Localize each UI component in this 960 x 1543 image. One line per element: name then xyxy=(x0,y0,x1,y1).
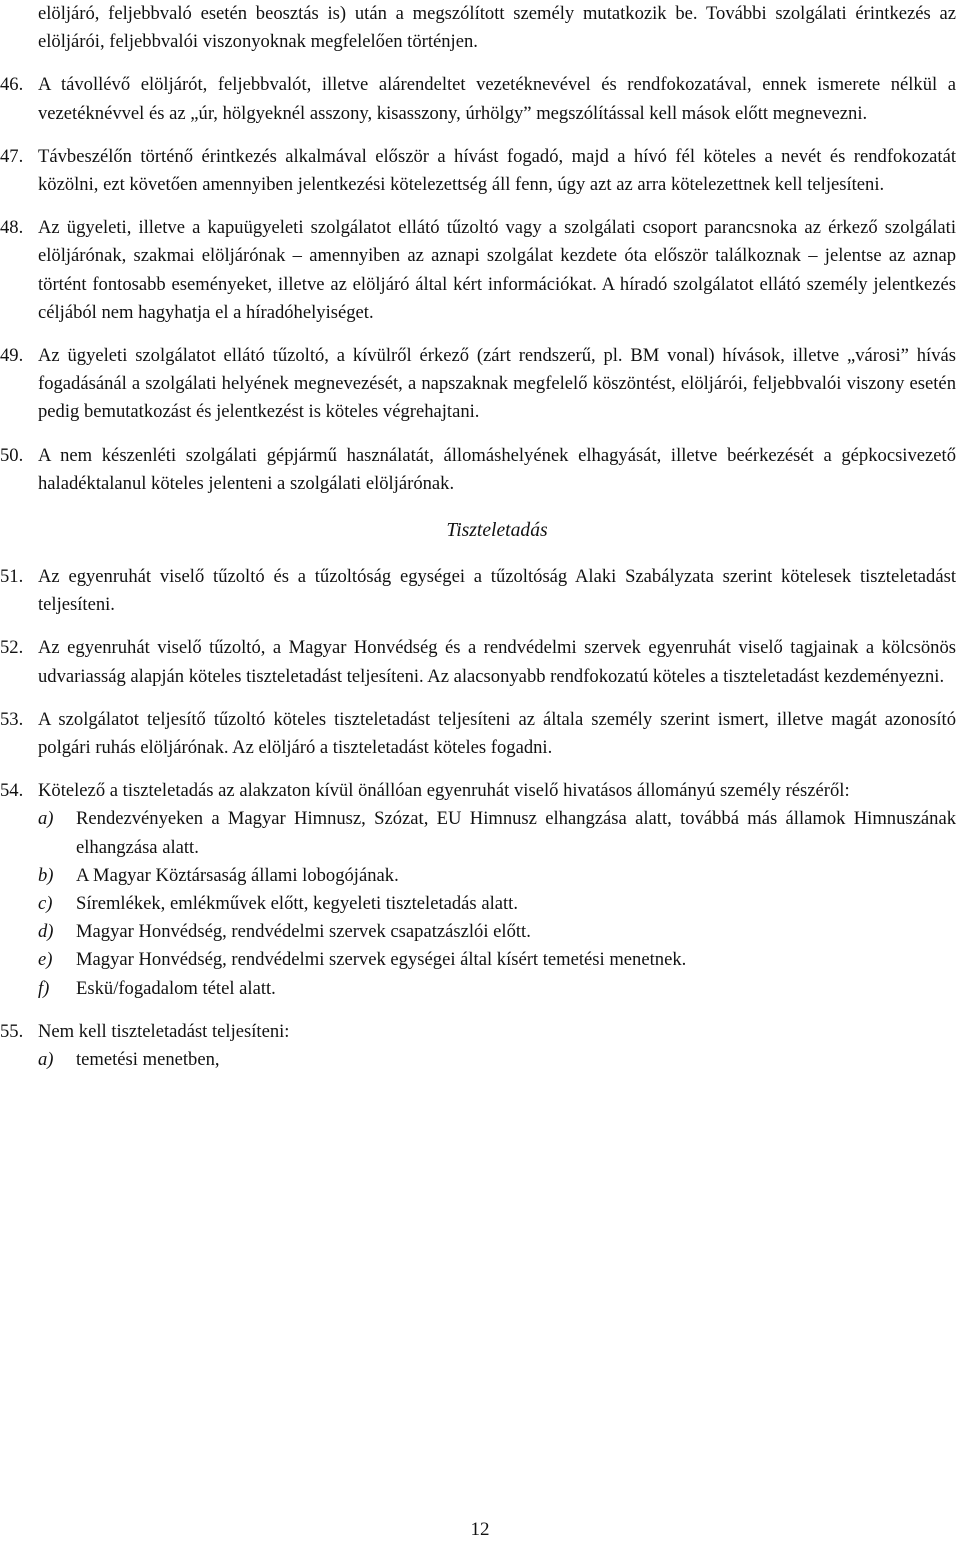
paragraph-number: 53. xyxy=(0,708,24,730)
paragraph-number: 50. xyxy=(0,444,24,466)
list-item-text: Síremlékek, emlékművek előtt, kegyeleti tiszteletadás alatt. xyxy=(76,893,518,915)
paragraph-number: 54. xyxy=(0,780,24,802)
paragraph-text: Távbeszélőn történő érintkezés alkalmával először a hívást fogadó, majd a hívó fél köteles a nevét és rendfokozatát közölni, ezt követően amennyiben jelentkezési kötelezettség áll fenn, úgy azt az arra kötelezettnek kell teljesíteni. xyxy=(38,145,956,196)
paragraph-number: 55. xyxy=(0,1020,24,1042)
paragraph-text: Kötelező a tiszteletadás az alakzaton kívül önállóan egyenruhát viselő hivatásos állományú személy részéről: xyxy=(38,780,850,802)
paragraph-46 xyxy=(0,71,956,127)
list-item-letter: e) xyxy=(38,949,53,971)
list-item-text: Magyar Honvédség, rendvédelmi szervek csapatzászlói előtt. xyxy=(76,921,531,943)
paragraph-number: 48. xyxy=(0,217,24,239)
paragraph-51 xyxy=(0,563,956,619)
list-item xyxy=(38,1046,956,1074)
paragraph-47 xyxy=(0,143,956,199)
sub-list xyxy=(38,805,956,1002)
paragraph-54 xyxy=(0,777,956,1003)
paragraph-number: 46. xyxy=(0,74,24,96)
paragraph-55 xyxy=(0,1018,956,1074)
paragraph-49 xyxy=(0,342,956,427)
paragraph-text: Az ügyeleti, illetve a kapuügyeleti szolgálatot ellátó tűzoltó vagy a szolgálati csoport parancsnoka az érkező szolgálati elöljárónak, szakmai elöljárónak – amennyiben az aznapi szolgálat kezdete óta először találkoznak – jelentse az aznap történt fontosabb eseményeket, illetve az elöljáró által kért információkat. A híradó szolgálatot ellátó személy jelentkezés céljából nem hagyhatja el a híradóhelyiséget. xyxy=(38,217,956,323)
list-item-text: Magyar Honvédség, rendvédelmi szervek egységei által kísért temetési menetnek. xyxy=(76,949,687,971)
list-item-text: temetési menetben, xyxy=(76,1049,220,1071)
list-item xyxy=(38,918,956,946)
list-item xyxy=(38,805,956,861)
paragraph-52 xyxy=(0,634,956,690)
list-item-letter: a) xyxy=(38,808,54,830)
list-item-text: Eskü/fogadalom tétel alatt. xyxy=(76,977,276,999)
sub-list xyxy=(38,1046,956,1074)
paragraph-number: 47. xyxy=(0,145,24,167)
paragraph-number: 49. xyxy=(0,345,24,367)
paragraph-text: Nem kell tiszteletadást teljesíteni: xyxy=(38,1020,290,1042)
list-item xyxy=(38,946,956,974)
paragraph-number: 52. xyxy=(0,637,24,659)
list-item-text: A Magyar Köztársaság állami lobogójának. xyxy=(76,864,399,886)
intro-paragraph: elöljáró, feljebbvaló esetén beosztás is) után a megszólított személy mutatkozik be. További szolgálati érintkezés az elöljárói, feljebbvalói viszonyoknak megfelelően történjen. xyxy=(38,3,956,53)
section-heading: Tiszteletadás xyxy=(446,520,548,542)
paragraph-53 xyxy=(0,706,956,762)
list-item xyxy=(38,890,956,918)
list-item-letter: b) xyxy=(38,864,54,886)
paragraph-text: A távollévő elöljárót, feljebbvalót, illetve alárendeltet vezetéknevével és rendfokozatával, ennek ismerete nélkül a vezetéknévvel és az „úr, hölgyeknél asszony, kisasszony, úrhölgy” megszólítással kell mások előtt megnevezni. xyxy=(38,74,956,124)
list-item-letter: a) xyxy=(38,1049,54,1071)
list-item-letter: c) xyxy=(38,893,53,915)
paragraph-text: Az ügyeleti szolgálatot ellátó tűzoltó, a kívülről érkező (zárt rendszerű, pl. BM vonal) hívások, illetve „városi” hívás fogadásánál a szolgálati helyének megnevezését, a napszaknak megfelelő köszöntést, elöljárói, feljebbvalói viszony esetén pedig bemutatkozást és jelentkezést is köteles végrehajtani. xyxy=(38,345,956,423)
paragraph-48 xyxy=(0,214,956,327)
paragraph-text: A nem készenléti szolgálati gépjármű használatát, állomáshelyének elhagyását, illetve beérkezését a gépkocsivezető haladéktalanul köteles jelenteni a szolgálati elöljárónak. xyxy=(38,444,956,494)
list-item-text: Rendezvényeken a Magyar Himnusz, Szózat, EU Himnusz elhangzása alatt, továbbá más államok Himnuszának elhangzása alatt. xyxy=(76,808,956,858)
page-number: 12 xyxy=(470,1519,490,1540)
list-item-letter: f) xyxy=(38,977,50,999)
paragraph-text: Az egyenruhát viselő tűzoltó és a tűzoltóság egységei a tűzoltóság Alaki Szabályzata szerint kötelesek tiszteletadást teljesíteni. xyxy=(38,566,956,616)
paragraph-text: A szolgálatot teljesítő tűzoltó köteles tiszteletadást teljesíteni az általa személy szerint ismert, illetve magát azonosító polgári ruhás elöljárónak. Az elöljáró a tiszteletadást köteles fogadni. xyxy=(38,708,956,759)
list-item xyxy=(38,975,956,1003)
list-item-letter: d) xyxy=(38,921,54,943)
paragraph-50 xyxy=(0,442,956,498)
list-item xyxy=(38,862,956,890)
paragraph-number: 51. xyxy=(0,566,24,588)
paragraph-text: Az egyenruhát viselő tűzoltó, a Magyar Honvédség és a rendvédelmi szervek egyenruhát viselő tagjainak a kölcsönös udvariasság alapján köteles tiszteletadást teljesíteni. Az alacsonyabb rendfokozatú köteles a tiszteletadást kezdeményezni. xyxy=(38,637,956,687)
